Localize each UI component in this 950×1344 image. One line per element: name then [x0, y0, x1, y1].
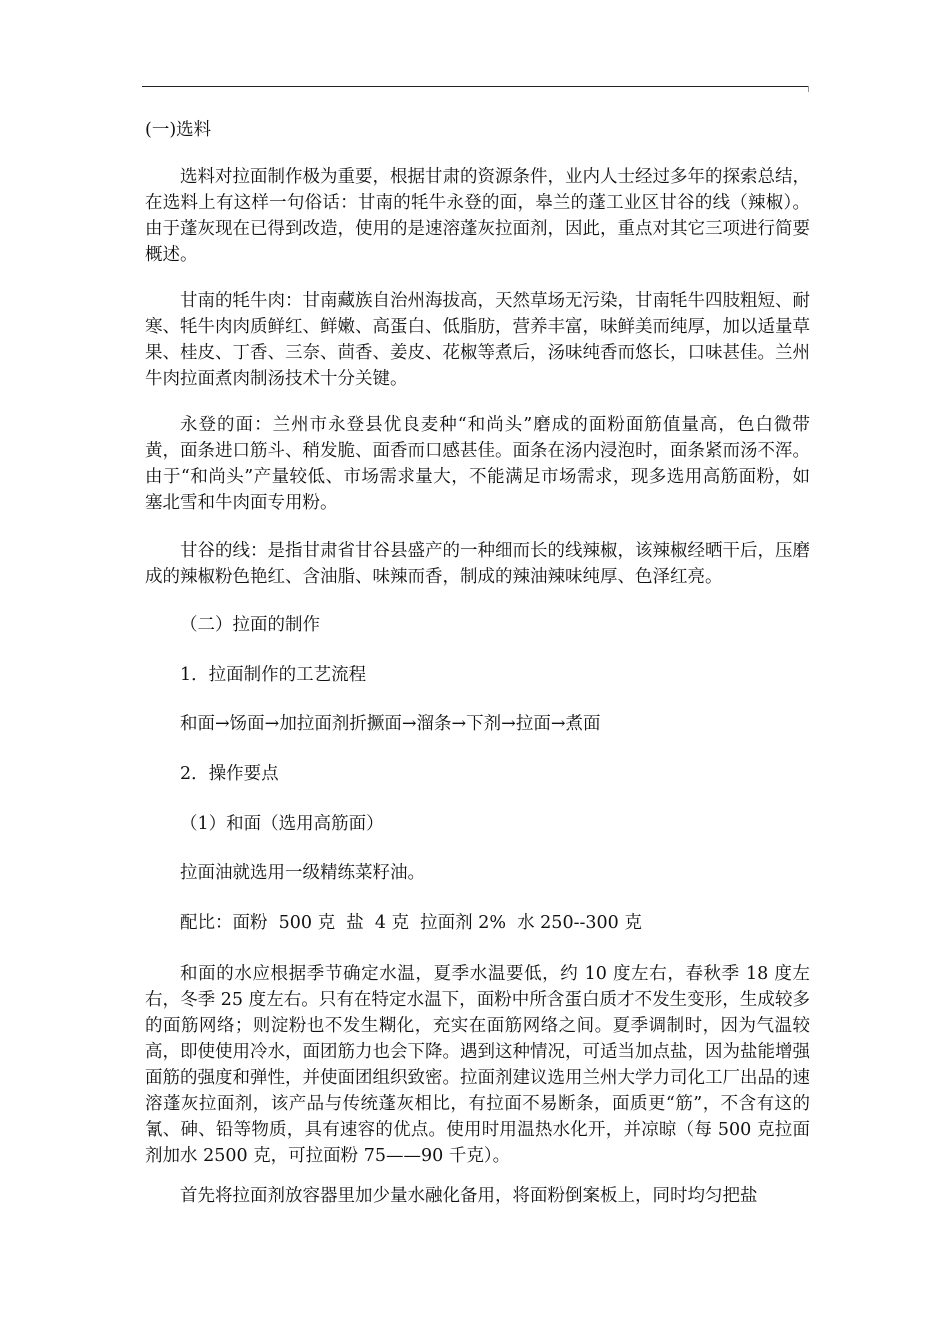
header-rule-tick: [808, 86, 809, 92]
paragraph-yak-meat: 甘南的牦牛肉：甘南藏族自治州海拔高，天然草场无污染，甘南牦牛四肢粗短、耐寒、牦牛肉肉质鲜红、鲜嫩、高蛋白、低脂肪，营养丰富，味鲜美而纯厚，加以适量草果、桂皮、丁香、三奈、茴香、姜皮、花椒等煮后，汤味纯香而悠长，口味甚佳。兰州牛肉拉面煮肉制汤技术十分关键。: [145, 291, 810, 389]
list-item-key-points: 2．操作要点: [180, 764, 279, 784]
paragraph-procedure-start: 首先将拉面剂放容器里加少量水融化备用，将面粉倒案板上，同时均匀把盐: [180, 1186, 758, 1206]
list-item-process: 1．拉面制作的工艺流程: [180, 665, 367, 685]
process-flow: 和面→饧面→加拉面剂折撅面→溜条→下剂→拉面→煮面: [180, 714, 601, 734]
sub-item-dough: （1）和面（选用高筋面）: [180, 814, 384, 834]
section-heading-selection: (一)选料: [145, 120, 212, 140]
oil-note: 拉面油就选用一级精练菜籽油。: [180, 863, 425, 883]
paragraph-water-temperature: 和面的水应根据季节确定水温，夏季水温要低，约 10 度左右，春秋季 18 度左右，冬季 25 度左右。只有在特定水温下，面粉中所含蛋白质才不发生变形，生成较多的面筋网络；则淀粉也不发生糊化，充实在面筋网络之间。夏季调制时，因为气温较高，即使使用冷水，面团筋力也会下降。遇到这种情况，可适当加点盐，因为盐能增强面筋的强度和弹性，并使面团组织致密。拉面剂建议选用兰州大学力司化工厂出品的速溶蓬灰拉面剂，该产品与传统蓬灰相比，有拉面不易断条，面质更“筋”，不含有这的氰、砷、铅等物质，具有速容的优点。使用时用温热水化开，并凉晾（每 500 克拉面剂加水 2500 克，可拉面粉 75——90 千克）。: [145, 964, 810, 1166]
section-heading-making: （二）拉面的制作: [180, 615, 320, 635]
paragraph-intro: 选料对拉面制作极为重要，根据甘肃的资源条件，业内人士经过多年的探索总结，在选料上有这样一句俗话：甘南的牦牛永登的面，皋兰的蓬工业区甘谷的线（辣椒）。由于蓬灰现在已得到改造，使用的是速溶蓬灰拉面剂，因此，重点对其它三项进行简要概述。: [145, 167, 810, 265]
header-rule: [142, 86, 809, 87]
ratio-line: 配比：面粉 500 克 盐 4 克 拉面剂 2% 水 250--300 克: [180, 913, 642, 933]
paragraph-yongdeng-flour: 永登的面：兰州市永登县优良麦种“和尚头”磨成的面粉面筋值量高，色白微带黄，面条进口筋斗、稍发脆、面香而口感甚佳。面条在汤内浸泡时，面条紧而汤不浑。由于“和尚头”产量较低、市场需求量大，不能满足市场需求，现多选用高筋面粉，如塞北雪和牛肉面专用粉。: [145, 415, 810, 513]
paragraph-gangu-pepper: 甘谷的线：是指甘肃省甘谷县盛产的一种细而长的线辣椒，该辣椒经晒干后，压磨成的辣椒粉色艳红、含油脂、味辣而香，制成的辣油辣味纯厚、色泽红亮。: [145, 541, 810, 587]
